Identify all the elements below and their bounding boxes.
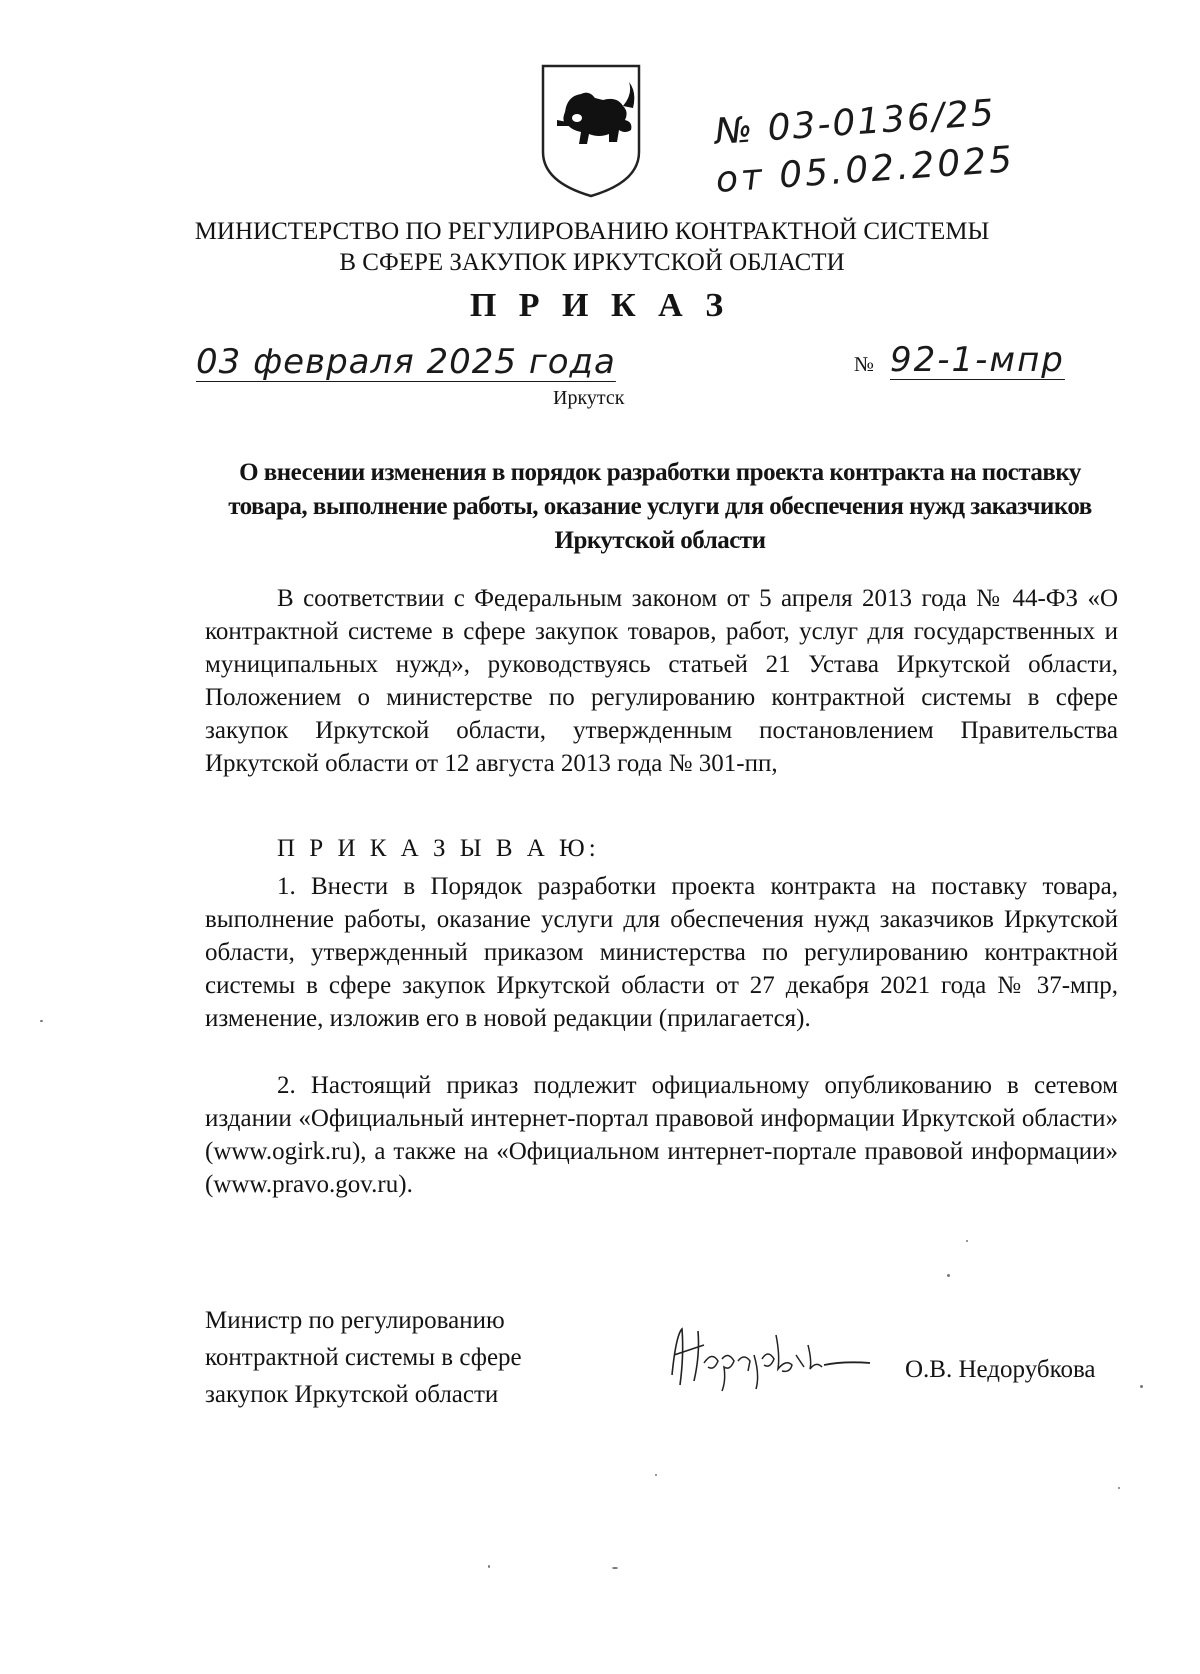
position-line1: Министр по регулированию xyxy=(205,1307,505,1334)
scan-speck xyxy=(655,1474,657,1476)
scan-speck xyxy=(40,1020,43,1022)
scan-speck xyxy=(612,1567,618,1569)
signatory-position xyxy=(205,1302,522,1413)
handwritten-signature xyxy=(664,1315,874,1395)
scan-speck xyxy=(1118,1487,1120,1489)
registration-number: № 03-0136/25 xyxy=(713,92,997,153)
scan-speck xyxy=(947,1274,950,1277)
order-number-sign: № xyxy=(854,352,875,376)
coat-of-arms-icon xyxy=(537,60,645,200)
preamble-paragraph: В соответствии с Федеральным законом от 5 апреля 2013 года № 44-ФЗ «О контрактной системе в сфере закупок товаров, работ, услуг для государственных и муниципальных нужд», руководствуясь статьей 21 Устава Иркутской области, Положением о министерстве по регулированию контрактной системы в сфере закупок Иркутской области, утвержденным постановлением Правительства Иркутской области от 12 августа 2013 года № 301-пп, xyxy=(205,585,1118,777)
order-city: Иркутск xyxy=(553,387,625,409)
document-heading: О внесении изменения в порядок разработки проекта контракта на поставку товара, выполнение работы, оказание услуги для обеспечения нужд заказчиков Иркутской области xyxy=(228,459,1092,554)
order-date: 03 февраля 2025 года xyxy=(196,342,616,382)
order-item-2: 2. Настоящий приказ подлежит официальному опубликованию в сетевом издании «Официальный интернет-портал правовой информации Иркутской области» (www.ogirk.ru), а также на «Официальном интернет-портале правовой информации» (www.pravo.gov.ru). xyxy=(205,1072,1118,1198)
signatory-name: О.В. Недорубкова xyxy=(905,1356,1096,1383)
scan-speck xyxy=(488,1565,490,1568)
ministry-name-line1: МИНИСТЕРСТВО ПО РЕГУЛИРОВАНИЮ КОНТРАКТНОЙ СИСТЕМЫ xyxy=(194,218,990,245)
order-item-1: 1. Внести в Порядок разработки проекта контракта на поставку товара, выполнение работы, оказание услуги для обеспечения нужд заказчиков Иркутской области, утвержденный приказом министерства по регулированию контрактной системы в сфере закупок Иркутской области от 27 декабря 2021 года № 37-мпр, изменение, изложив его в новой редакции (прилагается). xyxy=(205,873,1118,1032)
document-type-title: П Р И К А З xyxy=(469,287,731,324)
scan-speck xyxy=(1140,1385,1143,1388)
orders-word: П Р И К А З Ы В А Ю: xyxy=(277,835,600,862)
order-number: 92-1-мпр xyxy=(890,340,1065,380)
scan-speck xyxy=(966,1240,968,1242)
position-line2: контрактной системы в сфере xyxy=(205,1344,522,1371)
position-line3: закупок Иркутской области xyxy=(205,1381,499,1408)
registration-date: от 05.02.2025 xyxy=(714,139,1017,201)
ministry-name-line2: В СФЕРЕ ЗАКУПОК ИРКУТСКОЙ ОБЛАСТИ xyxy=(339,249,845,276)
